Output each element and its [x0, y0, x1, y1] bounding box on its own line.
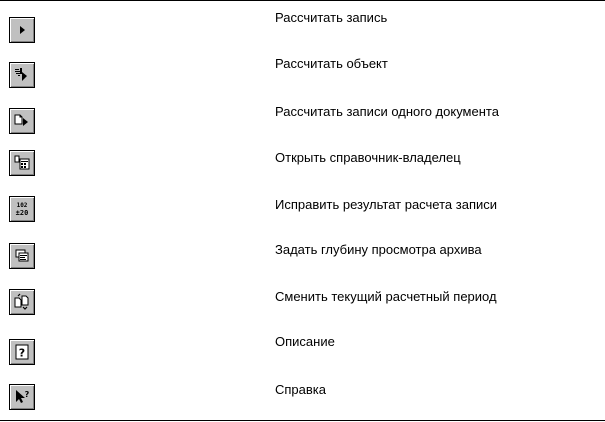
- description-button[interactable]: [9, 339, 35, 365]
- document-play-icon: [13, 112, 31, 130]
- command-row-calc-object: [0, 50, 605, 96]
- edit-result-icon: [13, 200, 31, 218]
- svg-text:?: ?: [18, 346, 26, 360]
- command-row-edit-result: [0, 188, 605, 234]
- open-directory-icon: [13, 154, 31, 172]
- command-row-description: [0, 326, 605, 372]
- pointer-help-icon: [13, 388, 31, 406]
- svg-text:?: ?: [24, 390, 30, 399]
- calc-document-button[interactable]: [9, 108, 35, 134]
- open-directory-label: Открыть справочник-владелец: [275, 150, 461, 165]
- play-icon: [13, 21, 31, 39]
- command-row-calc-record: [0, 4, 605, 50]
- bottom-rule: [0, 420, 605, 421]
- command-row-open-directory: [0, 142, 605, 188]
- command-row-change-period: [0, 280, 605, 326]
- calc-record-button[interactable]: [9, 17, 35, 43]
- change-period-label: Сменить текущий расчетный период: [275, 289, 497, 304]
- archive-depth-button[interactable]: [9, 243, 35, 269]
- calc-object-label: Рассчитать объект: [275, 56, 388, 71]
- calc-object-icon: [13, 66, 31, 84]
- svg-text:102: 102: [16, 202, 28, 209]
- edit-result-label: Исправить результат расчета записи: [275, 197, 498, 212]
- help-question-icon: [13, 343, 31, 361]
- command-row-help: [0, 372, 605, 418]
- svg-text:±20: ±20: [15, 209, 29, 217]
- description-label: Описание: [275, 334, 335, 349]
- help-button[interactable]: [9, 384, 35, 410]
- open-directory-button[interactable]: [9, 150, 35, 176]
- command-row-calc-document: [0, 96, 605, 142]
- calc-document-label: Рассчитать записи одного документа: [275, 104, 499, 119]
- change-period-button[interactable]: [9, 289, 35, 315]
- top-rule: [0, 0, 605, 1]
- archive-depth-icon: [13, 247, 31, 265]
- edit-result-button[interactable]: [9, 196, 35, 222]
- help-label: Справка: [275, 382, 326, 397]
- archive-depth-label: Задать глубину просмотра архива: [275, 242, 482, 257]
- calc-object-button[interactable]: [9, 62, 35, 88]
- command-row-archive-depth: [0, 234, 605, 280]
- change-period-icon: [13, 293, 31, 311]
- calc-record-label: Рассчитать запись: [275, 10, 388, 25]
